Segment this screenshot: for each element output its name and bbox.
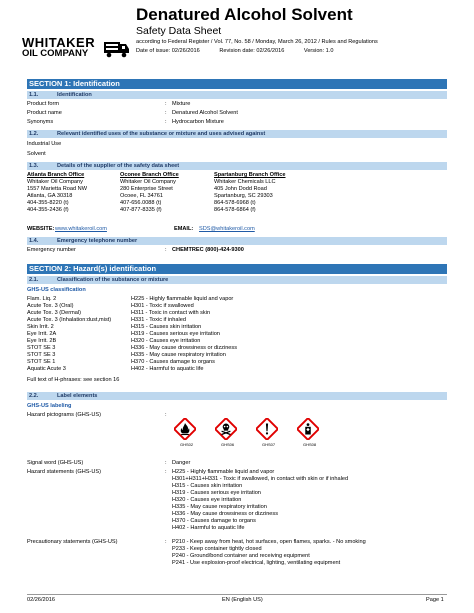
pictogram-label: GHS06 (221, 442, 235, 447)
footer-language: EN (English US) (222, 597, 263, 603)
hazard-statements-label: Hazard statements (GHS-US) (27, 469, 101, 475)
class-category: Eye Irrit. 2B (27, 338, 57, 344)
sub-title: Identification (57, 92, 92, 98)
branch-line: 407-877-8335 (f) (120, 207, 162, 213)
exclamation-pictogram-icon (256, 418, 278, 440)
colon: : (165, 460, 167, 466)
issue-date: Date of issue: 02/26/2016 (136, 48, 200, 54)
branch-line: 404-355-8220 (t) (27, 200, 69, 206)
colon: : (165, 110, 167, 116)
pictogram-label: GHS02 (180, 442, 194, 447)
class-code: H370 - Causes damage to organs (131, 359, 215, 365)
class-code: H225 - Highly flammable liquid and vapor (131, 296, 234, 302)
emergency-label: Emergency number (27, 247, 76, 253)
date-line (136, 48, 351, 54)
colon: : (165, 539, 167, 545)
branch-line: 864-578-6864 (f) (214, 207, 256, 213)
class-category: Skin Irrit. 2 (27, 324, 54, 330)
product-name-value: Denatured Alcohol Solvent (172, 110, 238, 116)
document-subtitle: Safety Data Sheet (136, 25, 222, 37)
class-category: Eye Irrit. 2A (27, 331, 57, 337)
branch-line: Ocoee, FL 34761 (120, 193, 164, 199)
branch-line: 280 Enterprise Street (120, 186, 173, 192)
hazard-statement: H370 - Causes damage to organs (172, 518, 256, 524)
sub-title: Label elements (57, 393, 98, 399)
synonyms-value: Hydrocarbon Mixture (172, 119, 224, 125)
sub-number: 1.1. (29, 92, 39, 98)
section1-4-header (27, 237, 447, 245)
precautionary-list (172, 539, 366, 567)
precautionary-statement: P233 - Keep container tightly closed (172, 546, 262, 552)
branch-line: 405 John Dodd Road (214, 186, 267, 192)
truck-icon (104, 38, 130, 58)
signal-word-value: Danger (172, 460, 191, 466)
section1-header: SECTION 1: Identification (27, 79, 447, 89)
sub-number: 1.2. (29, 131, 39, 137)
precautionary-statement: P240 - Ground/bond container and receiving equipment (172, 553, 310, 559)
product-form-value: Mixture (172, 101, 191, 107)
hazard-statement: H320 - Causes eye irritation (172, 497, 242, 503)
email-label: EMAIL: (174, 226, 194, 232)
hazard-statement: H319 - Causes serious eye irritation (172, 490, 261, 496)
classification-categories (27, 296, 111, 373)
branch-line: Atlanta, GA 30318 (27, 193, 73, 199)
class-code: H331 - Toxic if inhaled (131, 317, 186, 323)
skull-pictogram-icon (215, 418, 237, 440)
hazard-statement: H315 - Causes skin irritation (172, 483, 243, 489)
class-category: Acute Tox. 3 (Inhalation:dust,mist) (27, 317, 112, 323)
hazard-statement: H225 - Highly flammable liquid and vapor (172, 469, 275, 475)
synonyms-label: Synonyms (27, 119, 54, 125)
colon: : (165, 469, 167, 475)
section1-3-header (27, 162, 447, 170)
branch-line: Spartanburg, SC 29303 (214, 193, 273, 199)
use-solvent: Solvent (27, 151, 46, 157)
sub-title: Emergency telephone number (57, 238, 138, 244)
signal-word-label: Signal word (GHS-US) (27, 460, 84, 466)
branch-line: Whitaker Oil Company (120, 179, 176, 185)
class-category: Flam. Liq. 2 (27, 296, 57, 302)
website-link[interactable]: www.whitakeroil.com (55, 226, 107, 232)
class-code: H315 - Causes skin irritation (131, 324, 202, 330)
hazard-statement: H335 - May cause respiratory irritation (172, 504, 267, 510)
branch-line: 864-578-6968 (t) (214, 200, 256, 206)
hazard-statement: H301+H311+H331 - Toxic if swallowed, in contact with skin or if inhaled (172, 476, 349, 482)
branch-line: Whitaker Chemicals LLC (214, 179, 276, 185)
health-hazard-pictogram-icon (297, 418, 319, 440)
branch-name: Oconee Branch Office (120, 172, 179, 178)
precautionary-label: Precautionary statements (GHS-US) (27, 539, 118, 545)
pictograms-label: Hazard pictograms (GHS-US) (27, 412, 101, 418)
sub-number: 2.2. (29, 393, 39, 399)
branch-name: Atlanta Branch Office (27, 172, 85, 178)
hazard-statement: H336 - May cause drowsiness or dizziness (172, 511, 279, 517)
ghs-classification-heading: GHS-US classification (27, 287, 86, 293)
pictogram-label: GHS07 (262, 442, 276, 447)
branch-line: 1557 Marietta Road NW (27, 186, 88, 192)
colon: : (165, 101, 167, 107)
class-category: STOT SE 3 (27, 352, 56, 358)
branch-oconee (120, 172, 179, 214)
precautionary-statement: P241 - Use explosion-proof electrical, lighting, ventilating equipment (172, 560, 341, 566)
sub-title: Relevant identified uses of the substance or mixture and uses advised against (57, 131, 266, 137)
hazard-statement: H402 - Harmful to aquatic life (172, 525, 245, 531)
class-code: H301 - Toxic if swallowed (131, 303, 194, 309)
full-text-note: Full text of H-phrases: see section 16 (27, 377, 120, 383)
use-industrial: Industrial Use (27, 141, 62, 147)
class-category: Acute Tox. 3 (Dermal) (27, 310, 81, 316)
revision-date: Revision date: 02/26/2016 (219, 48, 285, 54)
logo-line1: WHITAKER (22, 35, 96, 50)
product-form-label: Product form (27, 101, 60, 107)
class-category: Acute Tox. 3 (Oral) (27, 303, 74, 309)
colon: : (165, 247, 167, 253)
branch-atlanta (27, 172, 87, 214)
classification-codes (131, 296, 237, 373)
colon: : (165, 119, 167, 125)
sub-title: Details of the supplier of the safety data sheet (57, 163, 180, 169)
footer-page: Page 1 (426, 597, 444, 603)
section2-2-header (27, 392, 447, 400)
footer-divider (27, 594, 447, 595)
class-code: H336 - May cause drowsiness or dizziness (131, 345, 238, 351)
branch-line: 404-355-2436 (f) (27, 207, 69, 213)
email-link[interactable]: SDS@whitakeroil.com (199, 226, 255, 232)
class-category: STOT SE 3 (27, 345, 56, 351)
branch-spartanburg (214, 172, 286, 214)
regulation-line: according to Federal Register / Vol. 77, No. 58 / Monday, March 26, 2012 / Rules and Regulations (136, 39, 378, 45)
footer-date: 02/26/2016 (27, 597, 55, 603)
emergency-value: CHEMTREC (800)-424-9300 (172, 247, 244, 253)
section2-header: SECTION 2: Hazard(s) identification (27, 264, 447, 274)
website-label: WEBSITE: (27, 226, 55, 232)
class-category: Aquatic Acute 3 (27, 366, 66, 372)
version: Version: 1.0 (303, 48, 334, 54)
sub-number: 1.4. (29, 238, 39, 244)
logo-line2: OIL COMPANY (22, 48, 89, 59)
sub-number: 2.1. (29, 277, 39, 283)
class-category: STOT SE 1 (27, 359, 56, 365)
sub-number: 1.3. (29, 163, 39, 169)
class-code: H320 - Causes eye irritation (131, 338, 201, 344)
section1-2-header (27, 130, 447, 138)
class-code: H311 - Toxic in contact with skin (131, 310, 211, 316)
pictogram-label: GHS08 (303, 442, 317, 447)
document-title: Denatured Alcohol Solvent (136, 5, 353, 24)
branch-line: Whitaker Oil Company (27, 179, 83, 185)
company-logo (22, 36, 132, 66)
precautionary-statement: P210 - Keep away from heat, hot surfaces, open flames, sparks. - No smoking (172, 539, 366, 545)
branch-line: 407-656.0088 (t) (120, 200, 162, 206)
sub-title: Classification of the substance or mixture (57, 277, 169, 283)
ghs-labeling-heading: GHS-US labeling (27, 403, 72, 409)
hazard-statements-list (172, 469, 348, 532)
flame-pictogram-icon (174, 418, 196, 440)
class-code: H319 - Causes serious eye irritation (131, 331, 220, 337)
section1-1-header (27, 91, 447, 99)
class-code: H335 - May cause respiratory irritation (131, 352, 226, 358)
branch-name: Spartanburg Branch Office (214, 172, 286, 178)
product-name-label: Product name (27, 110, 62, 116)
class-code: H402 - Harmful to aquatic life (131, 366, 204, 372)
section2-1-header (27, 276, 447, 284)
colon: : (165, 412, 167, 418)
